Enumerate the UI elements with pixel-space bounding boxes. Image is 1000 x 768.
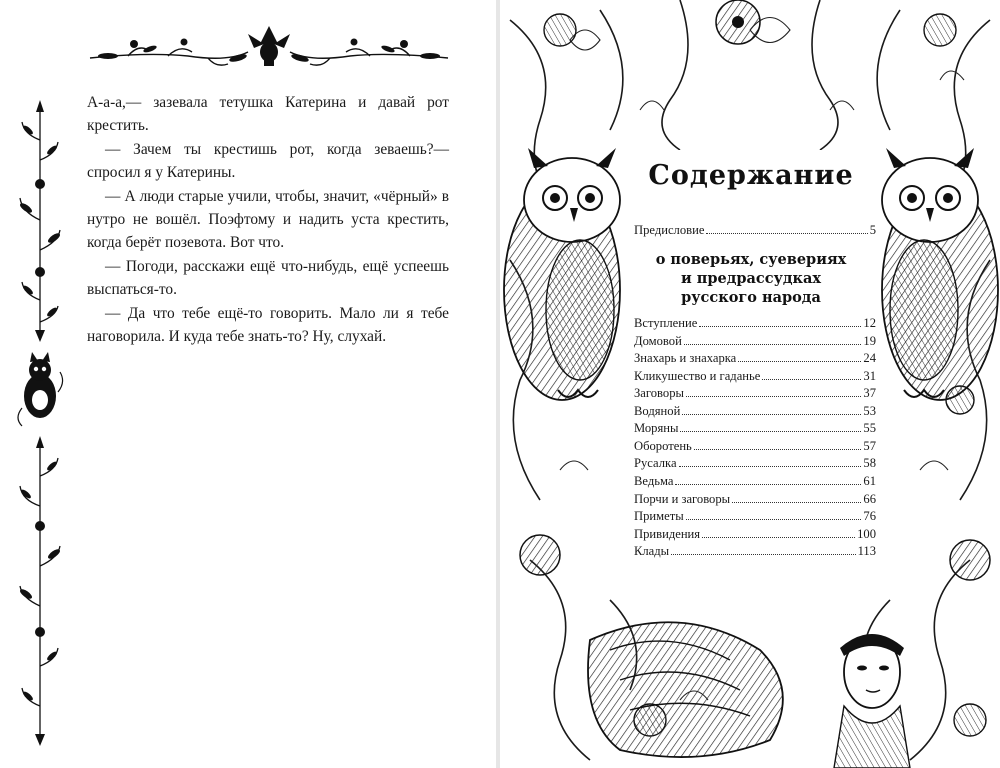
toc-leader-dots <box>679 466 862 467</box>
toc-entry-page: 55 <box>863 421 876 436</box>
toc-entry[interactable] <box>634 386 876 404</box>
toc-entry-label: Приметы <box>634 509 684 524</box>
toc-entry[interactable] <box>634 404 876 422</box>
story-text <box>87 91 449 348</box>
toc-entry-page: 5 <box>869 223 876 237</box>
toc-entry-label: Русалка <box>634 456 677 471</box>
toc-leader-dots <box>738 361 861 362</box>
toc-entry-label: Заговоры <box>634 386 684 401</box>
toc-entry-label: Оборотень <box>634 438 692 453</box>
toc-entry[interactable] <box>634 474 876 492</box>
toc-entry[interactable] <box>634 456 876 474</box>
toc-leader-dots <box>732 502 861 503</box>
toc-entry-preface[interactable] <box>634 223 876 241</box>
section-heading-line: и предрассудках <box>680 270 822 287</box>
story-paragraph: А-а-а,— зазевала тетушка Катерина и давай рот крестить. <box>87 94 449 135</box>
toc-entry-label: Предисловие <box>634 223 705 237</box>
toc-leader-dots <box>686 396 861 397</box>
toc-entry-label: Моряны <box>634 421 679 436</box>
toc-entry-label: Знахарь и знахарка <box>634 351 737 366</box>
toc-leader-dots <box>682 414 861 415</box>
toc-leader-dots <box>671 554 855 555</box>
toc-entry-page: 66 <box>863 491 876 506</box>
toc-leader-dots <box>680 431 861 432</box>
toc-leader-dots <box>684 344 862 345</box>
toc-entry-page: 12 <box>863 316 876 330</box>
toc-entry-label: Домовой <box>634 333 682 348</box>
toc-entry[interactable] <box>634 334 876 352</box>
contents-title: Содержание <box>648 160 854 191</box>
toc-leader-dots <box>702 537 855 538</box>
section-heading-line: русского народа <box>681 289 821 306</box>
toc-entry-page: 58 <box>863 456 876 471</box>
story-paragraph: — А люди старые учили, чтобы, значит, «чёрный» в нутро не вошёл. Поэфтому и надить уста крестить, когда берёт позевота. Вот что. <box>87 187 449 252</box>
owl-icon <box>504 148 620 400</box>
toc-entry[interactable] <box>634 316 876 334</box>
toc-entry-page: 31 <box>863 368 876 383</box>
toc-entry-label: Клады <box>634 544 670 559</box>
toc-entry-label: Кликушество и гаданье <box>634 368 761 383</box>
toc-entry-label: Водяной <box>634 403 681 418</box>
section-heading <box>622 250 880 307</box>
thistle-vine-icon <box>88 22 450 76</box>
toc-leader-dots <box>686 519 862 520</box>
toc-entry-page: 37 <box>863 386 876 401</box>
toc-entry[interactable] <box>634 351 876 369</box>
toc-entry-label: Ведьма <box>634 473 674 488</box>
left-page <box>0 0 498 768</box>
toc-entry-page: 61 <box>863 473 876 488</box>
toc-entry-page: 113 <box>857 544 876 559</box>
toc-entry[interactable] <box>634 369 876 387</box>
toc-entry-page: 24 <box>863 351 876 366</box>
right-page <box>500 0 1000 768</box>
toc-leader-dots <box>762 379 861 380</box>
story-paragraph: — Зачем ты крестишь рот, когда зеваешь?— спросил я у Катерины. <box>87 140 449 182</box>
story-paragraph: — Да что тебе ещё-то говорить. Мало ли я тебе наговорила. И куда тебе знать-то? Ну, слухай. <box>87 304 449 346</box>
toc-entry[interactable] <box>634 439 876 457</box>
toc-entry[interactable] <box>634 527 876 545</box>
toc-entry-page: 19 <box>863 333 876 348</box>
story-paragraph: — Погоди, расскажи ещё что-нибудь, ещё успеешь выспаться-то. <box>87 257 449 299</box>
toc-leader-dots <box>694 449 862 450</box>
toc-entry[interactable] <box>634 492 876 510</box>
section-heading-line: о поверьях, суевериях <box>655 251 847 268</box>
toc-entry-page: 53 <box>863 403 876 418</box>
toc-entry-page: 76 <box>863 509 876 524</box>
maiden-face-icon <box>834 634 910 768</box>
toc-entry-label: Привидения <box>634 526 701 541</box>
toc-entry[interactable] <box>634 509 876 527</box>
owl-icon <box>882 148 998 400</box>
toc-leader-dots <box>675 484 861 485</box>
cat-icon <box>14 352 66 430</box>
toc-entry-page: 100 <box>857 526 876 541</box>
flower-vine-icon <box>14 436 66 746</box>
toc-leader-dots <box>699 326 861 327</box>
toc-leader-dots <box>706 233 867 234</box>
toc-entry-label: Порчи и заговоры <box>634 491 731 506</box>
firebird-icon <box>588 622 783 757</box>
toc-entry[interactable] <box>634 544 876 562</box>
flower-vine-icon <box>14 100 66 342</box>
toc-entry-label: Вступление <box>634 316 698 330</box>
toc-entry-page: 57 <box>863 438 876 453</box>
toc-entry[interactable] <box>634 421 876 439</box>
contents-panel <box>622 150 880 580</box>
